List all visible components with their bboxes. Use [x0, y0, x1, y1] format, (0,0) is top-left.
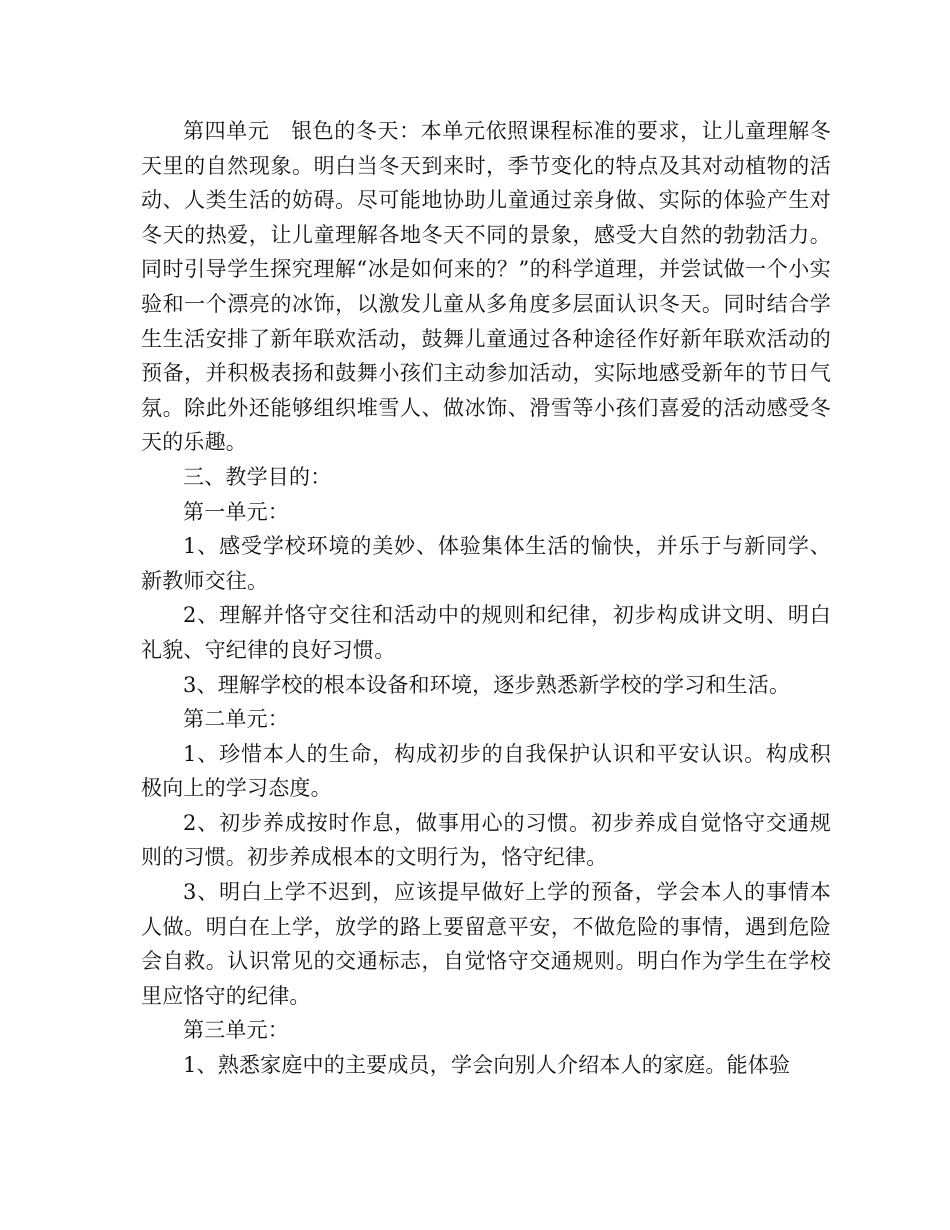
- list-item: 1、珍惜本人的生命，构成初步的自我保护认识和平安认识。构成积极向上的学习态度。: [141, 741, 831, 801]
- list-item: 3、理解学校的根本设备和环境，逐步熟悉新学校的学习和生活。: [183, 672, 791, 697]
- list-item: 1、熟悉家庭中的主要成员，学会向别人介绍本人的家庭。能体验: [183, 1053, 791, 1078]
- heading-unit3: 第三单元：: [183, 1018, 289, 1043]
- list-item: 3、明白上学不迟到，应该提早做好上学的预备，学会本人的事情本人做。明白在上学，放学的路上要留意平安，不做危险的事情，遇到危险会自救。认识常见的交通标志，自觉恪守交通规则。明白作为学生在学校里应恪守的纪律。: [141, 880, 831, 1008]
- heading-unit1: 第一单元：: [183, 499, 289, 524]
- heading-unit2: 第二单元：: [183, 707, 289, 732]
- paragraph-unit4-intro: 第四单元 银色的冬天：本单元依照课程标准的要求，让儿童理解冬天里的自然现象。明白当冬天到来时，季节变化的特点及其对动植物的活动、人类生活的妨碍。尽可能地协助儿童通过亲身做、实际的体验产生对冬天的热爱，让儿童理解各地冬天不同的景象，感受大自然的勃勃活力。同时引导学生探究理解“冰是如何来的？”的科学道理，并尝试做一个小实验和一个漂亮的冰饰，以激发儿童从多角度多层面认识冬天。同时结合学生生活安排了新年联欢活动，鼓舞儿童通过各种途径作好新年联欢活动的预备，并积极表扬和鼓舞小孩们主动参加活动，实际地感受新年的节日气氛。除此外还能够组织堆雪人、做冰饰、滑雪等小孩们喜爱的活动感受冬天的乐趣。: [141, 119, 831, 455]
- document-body: [141, 114, 831, 1083]
- list-item: 1、感受学校环境的美妙、体验集体生活的愉快，并乐于与新同学、新教师交往。: [141, 534, 831, 593]
- list-item: 2、初步养成按时作息，做事用心的习惯。初步养成自觉恪守交通规则的习惯。初步养成根本的文明行为，恪守纪律。: [141, 810, 831, 870]
- heading-teaching-goals: 三、教学目的：: [183, 464, 332, 489]
- list-item: 2、理解并恪守交往和活动中的规则和纪律，初步构成讲文明、明白礼貌、守纪律的良好习惯。: [141, 603, 831, 662]
